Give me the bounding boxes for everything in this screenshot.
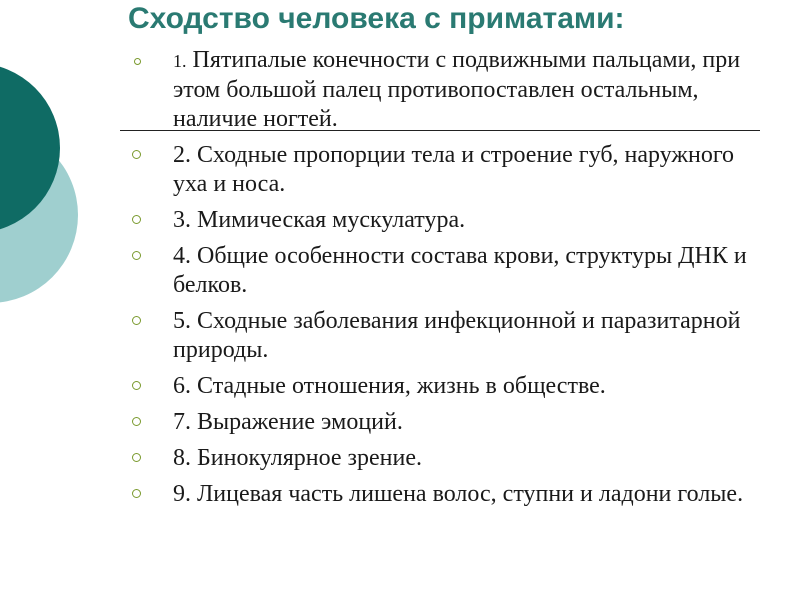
circle-bullet-icon (132, 489, 141, 498)
item-text: Сходные пропорции тела и строение губ, наружного уха и носа. (173, 142, 735, 197)
item-number: 2. (173, 142, 191, 168)
item-number: 1. (173, 51, 187, 71)
circle-bullet-icon (134, 58, 141, 65)
item-number: 8. (173, 445, 191, 471)
item-number: 4. (173, 243, 191, 269)
circle-bullet-icon (132, 251, 141, 260)
bullet-list (128, 46, 758, 516)
list-item (128, 242, 758, 300)
list-item (128, 372, 758, 401)
item-text: Лицевая часть лишена волос, ступни и ладони голые. (191, 481, 744, 507)
item-number: 5. (173, 308, 191, 334)
item-text: Сходные заболевания инфекционной и паразитарной природы. (173, 308, 741, 363)
list-item (128, 444, 758, 473)
item-number: 6. (173, 373, 191, 399)
list-item (128, 46, 758, 134)
item-number: 7. (173, 409, 191, 435)
circle-bullet-icon (132, 381, 141, 390)
list-item (128, 141, 758, 199)
item-text: Стадные отношения, жизнь в обществе. (191, 373, 606, 399)
item-text: Бинокулярное зрение. (191, 445, 423, 471)
item-number: 9. (173, 481, 191, 507)
item-text: Выражение эмоций. (191, 409, 403, 435)
circle-bullet-icon (132, 453, 141, 462)
circle-bullet-icon (132, 215, 141, 224)
list-item (128, 307, 758, 365)
circle-bullet-icon (132, 150, 141, 159)
item-text: Мимическая мускулатура. (191, 207, 466, 233)
slide-title: Сходство человека с приматами: (128, 2, 625, 35)
circle-bullet-icon (132, 316, 141, 325)
item-text: Пятипалые конечности с подвижными пальцами, при этом большой палец противопоставлен остальным, наличие ногтей. (173, 47, 741, 132)
circle-bullet-icon (132, 417, 141, 426)
list-item (128, 206, 758, 235)
item-text: Общие особенности состава крови, структуры ДНК и белков. (173, 243, 747, 298)
list-item (128, 408, 758, 437)
item-number: 3. (173, 207, 191, 233)
list-item (128, 480, 758, 509)
